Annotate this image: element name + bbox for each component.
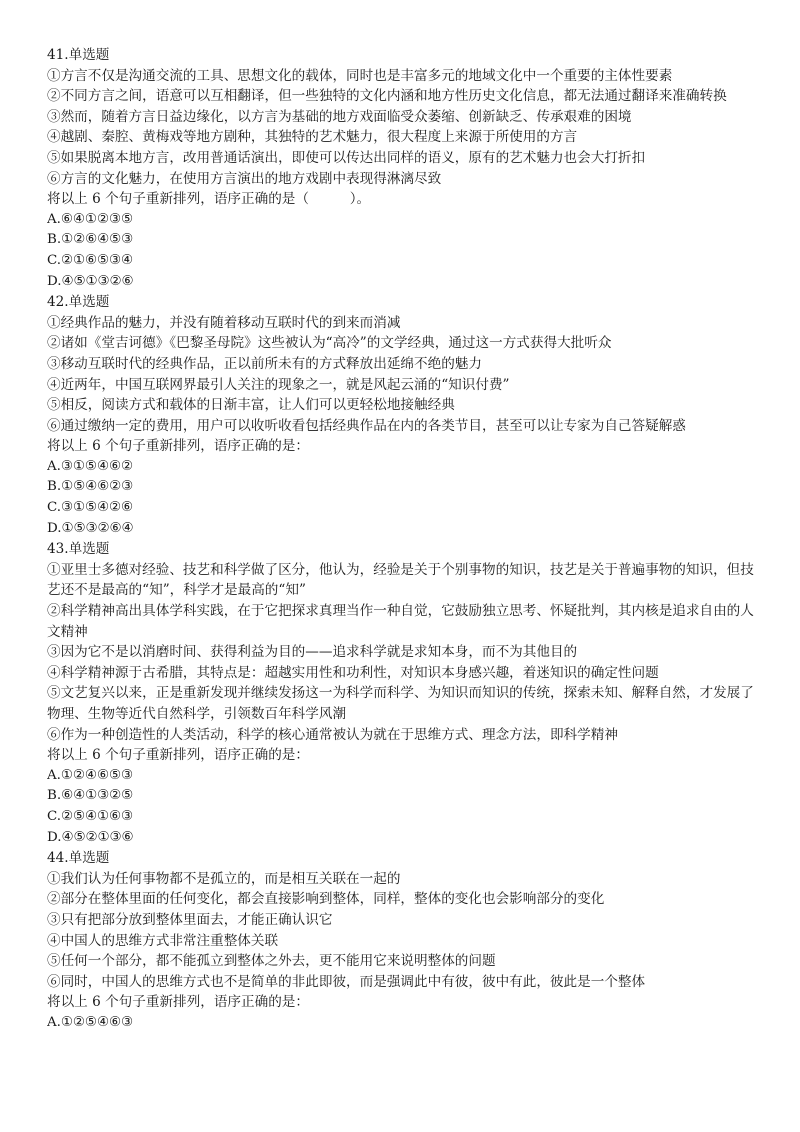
sentence: ⑥同时，中国人的思维方式也不是简单的非此即彼，而是强调此中有彼，彼中有此，彼此是一个整体 <box>47 973 646 990</box>
sentence: ③因为它不是以消磨时间、获得利益为目的——追求科学就是求知本身，而不为其他目的 <box>47 644 578 661</box>
sentence: ②科学精神高出具体学科实践，在于它把探求真理当作一种自觉，它鼓励独立思考、怀疑批判，其内核是追求自由的人文精神 <box>47 603 754 640</box>
question-header: 41.单选题 <box>47 47 110 63</box>
option-a: A.③①⑤④⑥② <box>47 458 133 474</box>
sentence: ⑤如果脱离本地方言，改用普通话演出，即使可以传达出同样的语义，原有的艺术魅力也会大打折扣 <box>47 149 646 166</box>
option-c: C.②①⑥⑤③④ <box>47 252 134 268</box>
question-header: 44.单选题 <box>47 850 110 867</box>
sentence: ⑥方言的文化魅力，在使用方言演出的地方戏剧中表现得淋漓尽致 <box>47 170 442 187</box>
question-prompt: 将以上 6 个句子重新排列，语序正确的是： <box>47 747 309 764</box>
option-a: A.①②④⑥⑤③ <box>47 767 133 783</box>
sentence: ④越剧、秦腔、黄梅戏等地方剧种，其独特的艺术魅力，很大程度上来源于所使用的方言 <box>47 129 578 146</box>
sentence: ④近两年，中国互联网界最引人关注的现象之一，就是风起云涌的“知识付费” <box>47 376 510 393</box>
sentence: ④中国人的思维方式非常注重整体关联 <box>47 932 279 949</box>
question-header: 43.单选题 <box>47 541 110 558</box>
question-44 <box>47 848 755 1033</box>
option-b: B.①⑤④⑥②③ <box>47 479 134 495</box>
question-41 <box>47 45 755 292</box>
option-d: D.④⑤①③②⑥ <box>47 273 134 289</box>
option-c: C.③①⑤④②⑥ <box>47 500 134 516</box>
sentence: ③移动互联时代的经典作品，正以前所未有的方式释放出延绵不绝的魅力 <box>47 355 482 372</box>
sentence: ①亚里士多德对经验、技艺和科学做了区分，他认为，经验是关于个别事物的知识，技艺是关于普遍事物的知识，但技艺还不是最高的“知”，科学才是最高的“知” <box>47 561 754 599</box>
sentence: ③只有把部分放到整体里面去，才能正确认识它 <box>47 911 333 928</box>
sentence: ④科学精神源于古希腊，其特点是：超越实用性和功利性，对知识本身感兴趣，着迷知识的确定性问题 <box>47 664 659 681</box>
option-d: D.①⑤③②⑥④ <box>47 520 134 536</box>
question-43 <box>47 539 755 848</box>
question-header: 42.单选题 <box>47 294 110 311</box>
sentence: ②诸如《堂吉诃德》《巴黎圣母院》这些被认为“高冷”的文学经典，通过这一方式获得大批听众 <box>47 335 612 352</box>
sentence: ①方言不仅是沟通交流的工具、思想文化的载体，同时也是丰富多元的地域文化中一个重要的主体性要素 <box>47 67 673 84</box>
option-c: C.②⑤④①⑥③ <box>47 808 134 824</box>
question-prompt: 将以上 6 个句子重新排列，语序正确的是： <box>47 994 309 1011</box>
sentence: ③然而，随着方言日益边缘化，以方言为基础的地方戏面临受众萎缩、创新缺乏、传承艰难的困境 <box>47 108 632 125</box>
sentence: ⑥作为一种创造性的人类活动，科学的核心通常被认为就在于思维方式、理念方法，即科学精神 <box>47 726 618 743</box>
question-prompt: 将以上 6 个句子重新排列，语序正确的是： <box>47 438 309 455</box>
document-page <box>47 45 755 1034</box>
question-prompt: 将以上 6 个句子重新排列，语序正确的是（ ）。 <box>47 191 371 208</box>
sentence: ①我们认为任何事物都不是孤立的，而是相互关联在一起的 <box>47 870 401 887</box>
sentence: ⑤任何一个部分，都不能孤立到整体之外去，更不能用它来说明整体的问题 <box>47 953 496 970</box>
question-42 <box>47 292 755 539</box>
option-d: D.④⑤②①③⑥ <box>47 829 134 845</box>
option-a: A.⑥④①②③⑤ <box>47 211 133 227</box>
option-b: B.⑥④①③②⑤ <box>47 788 134 804</box>
sentence: ②部分在整体里面的任何变化，都会直接影响到整体，同样，整体的变化也会影响部分的变化 <box>47 891 605 908</box>
sentence: ①经典作品的魅力，并没有随着移动互联时代的到来而消减 <box>47 314 401 331</box>
sentence: ②不同方言之间，语意可以互相翻译，但一些独特的文化内涵和地方性历史文化信息，都无法通过翻译来准确转换 <box>47 88 727 105</box>
sentence: ⑥通过缴纳一定的费用，用户可以收听收看包括经典作品在内的各类节目，甚至可以让专家为自己答疑解惑 <box>47 417 686 434</box>
sentence: ⑤文艺复兴以来，正是重新发现并继续发扬这一为科学而科学、为知识而知识的传统，探索未知、解释自然，才发展了物理、生物等近代自然科学，引领数百年科学风潮 <box>47 685 754 722</box>
option-a: A.①②⑤④⑥③ <box>47 1014 133 1030</box>
sentence: ⑤相反，阅读方式和载体的日渐丰富，让人们可以更轻松地接触经典 <box>47 397 455 414</box>
option-b: B.①②⑥④⑤③ <box>47 232 134 248</box>
